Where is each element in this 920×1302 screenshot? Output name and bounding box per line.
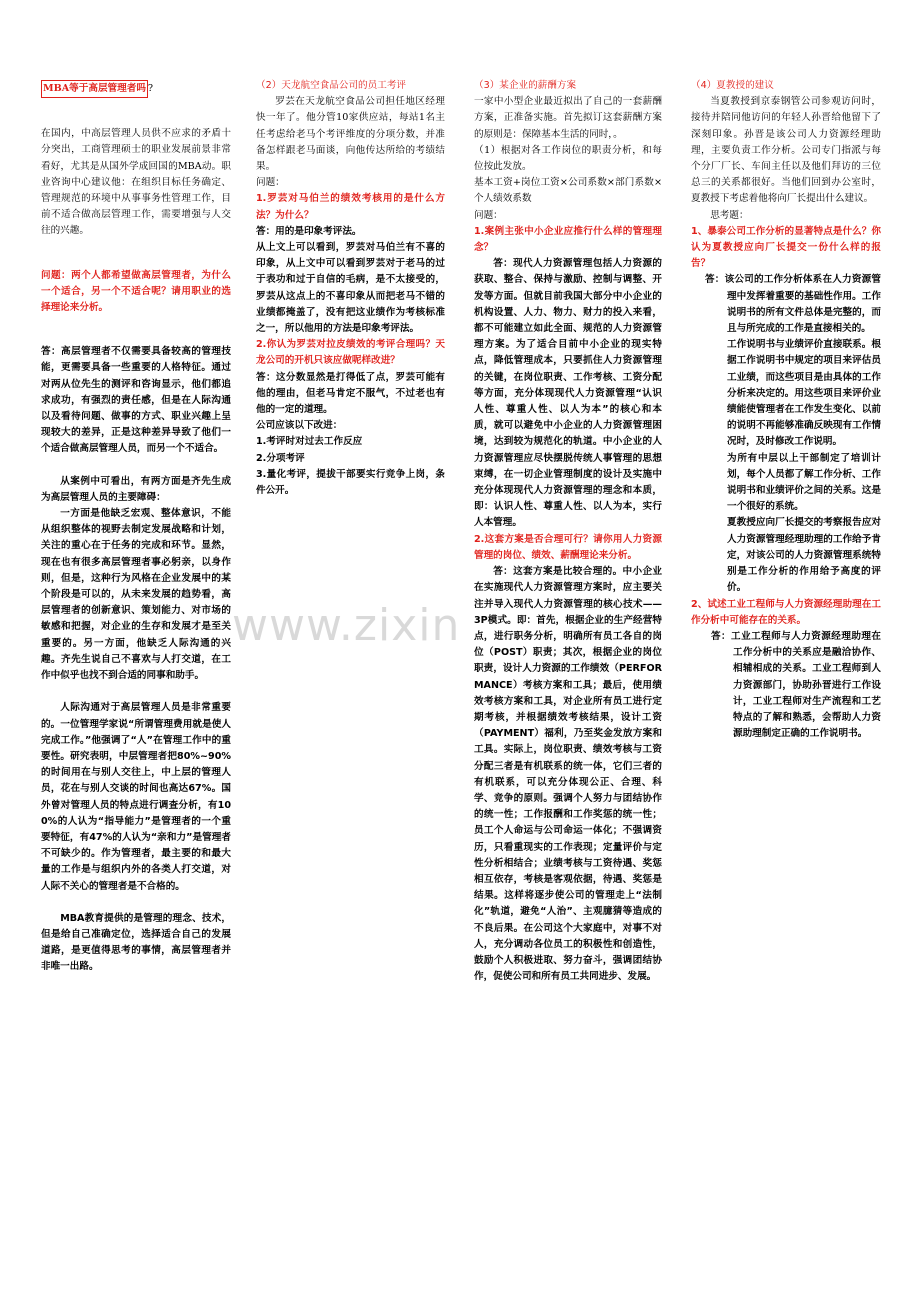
case-1-answer-p5: MBA教育提供的是管理的理念、技术，但是给自己准确定位，选择适合自己的发展道路，是更值得思考的事情，高层管理者并非唯一出路。	[41, 912, 231, 973]
case-3-formula: 基本工资+岗位工资×公司系数×部门系数×个人绩效系数	[474, 177, 662, 205]
case-2-question-2: 2.你认为罗芸对拉皮绩效的考评合理吗？天龙公司的开机只该应做呢样改进？	[256, 339, 445, 367]
case-4-title: （4）夏教授的建议	[691, 80, 774, 91]
case-2-title: （2）天龙航空食品公司的员工考评	[256, 80, 407, 91]
case-2-label: 问题：	[256, 177, 285, 189]
case-4-question-2: 2、试述工业工程师与人力资源经理助理在工作分析中可能存在的关系。	[691, 598, 881, 626]
case-2-answer-1-detail: 从上文上可以看到，罗芸对马伯兰有不喜的印象，从上文中可以看到罗芸对于老马的过于表功和过于自信的毛病，是不太接受的，罗芸从这点上的不喜印象从而把老马不错的业绩都掩盖了，没有把这业绩作为考核标准之一，所以他用的方法是印象考评法。	[256, 242, 445, 335]
case-3-question-2: 2.这套方案是否合理可行？请你用人力资源管理的岗位、绩效、薪酬理论来分析。	[474, 533, 662, 561]
case-4-label: 思考题：	[710, 209, 749, 221]
case-2-intro: 罗芸在天龙航空食品公司担任地区经理快一年了。他分管10家供应站，每站1名主任考虑给老马个考评维度的分项分数，并准备怎样跟老马面谈，向他传达所给的考绩结果。	[256, 96, 445, 173]
case-4-answer-1-p2: 工作说明书与业绩评价直接联系。根据工作说明书中规定的项目来评估员工业绩，而这些项目是由具体的工作分析来决定的。用这些项目来评价业绩能使管理者在工作发生变化、以前的说明不再能够准确反映现有工作情况时，及时修改工作说明。	[727, 339, 881, 448]
column-1	[41, 78, 231, 976]
case-2-improve-item-3: 3.量化考评，提拔干部要实行竞争上岗，条件公开。	[256, 468, 445, 497]
case-3-intro-2: （1）根据对各工作岗位的职责分析，和每位按此发放。	[474, 144, 662, 173]
case-3-answer-1: 答：现代人力资源管理包括人力资源的获取、整合、保持与激励、控制与调整、开发等方面。但就目前我国大部分中小企业的机构设置、人力、物力、财力的投入来看，都不可能建立如此全面、规范的人力资源管理方案。为了适合目前中小企业的现实特点，降低管理成本，只要抓住人力资源管理的关键，在岗位职责、工作考核、工资分配等方面，充分体现现代人力资源管理“认识人性、尊重人性、以人为本”的核心和本质，就可以避免中小企业的人力资源管理困境，达到较为规范化的轨道。中小企业的人力资源管理应尽快摆脱传统人事管理的思想束缚，在一切企业管理制度的设计及实施中充分体现现代人力资源管理的理念和本质，即：认识人性、尊重人性、以人为本，实行人本管理。	[474, 258, 662, 529]
case-2-improve-label: 公司应该以下改进：	[256, 420, 343, 432]
case-4-question-1: 1、暴泰公司工作分析的显著特点是什么？你认为夏教授应向厂长提交一份什么样的报告？	[691, 225, 881, 270]
case-4-intro: 当夏教授到京泰钢管公司参观访问时，接待并陪同他访问的年轻人孙晋给他留下了深刻印象。孙晋是该公司人力资源经理助理，主要负责工作分析。公司专门指派与每个分厂厂长、车间主任以及他们拜访的三位总三的关系都很好。当他们回到办公室时，夏教授下考虑着他将向厂长提出什么建议。	[691, 96, 881, 205]
case-4-answer-1: 答：该公司的工作分析体系在人力资源管理中发挥着重要的基础性作用。工作说明书的所有文件总体是完整的，而且与所完成的工作是直接相关的。	[705, 274, 881, 335]
case-3-label: 问题：	[474, 209, 503, 221]
case-2-improve-item-1: 1.考评时对过去工作反应	[256, 436, 363, 448]
case-2-question-1: 1.罗芸对马伯兰的绩效考核用的是什么方法？为什么？	[256, 193, 445, 221]
case-1-title-mark: ?	[147, 83, 154, 94]
column-2	[256, 78, 445, 499]
column-3	[474, 78, 662, 985]
case-1-answer-p3: 一方面是他缺乏宏观、整体意识，不能从组织整体的视野去制定发展战略和计划，关注的重心在于任务的完成和环节。显然，现在也有很多高层管理者事必躬亲，以身作则，但是，这种行为风格在企业发展中的某个阶段是可以的，从未来发展的趋势看，高层管理者的创新意识、策划能力、对市场的敏感和把握，对企业的生存和发展才是至关重要的。另一方面，他缺乏人际沟通的兴趣。齐先生说自己不喜欢与人打交道，在工作中似乎也找不到合适的同事和助手。	[41, 508, 231, 682]
case-1-answer-p4: 人际沟通对于高层管理人员是非常重要的。一位管理学家说“所谓管理费用就是使人完成工作。”他强调了“人”在管理工作中的重要性。研究表明，中层管理者把80%~90%的时间用在与别人交往上，中上层的管理人员，花在与别人交谈的时间也高达67%。国外曾对管理人员的特点进行调查分析，有100%的人认为“指导能力”是管理者的一个重要特征，有47%的人认为“亲和力”是管理者不可缺少的。作为管理者，最主要的和最大量的工作是与组织内外的各类人打交道，对人际不关心的管理者是不合格的。	[41, 702, 231, 892]
case-4-answer-1-p4: 夏教授应向厂长提交的考察报告应对人力资源管理经理助理的工作给予肯定，对该公司的人力资源管理系统特别是工作分析的作用给予高度的评价。	[727, 517, 881, 594]
case-1-intro: 在国内，中高层管理人员供不应求的矛盾十分突出，工商管理硕士的职业发展前景非常看好，尤其是从国外学成回国的MBA动。职业咨询中心建议他：在组织目标任务确定、管理规范的环境中从事事务性管理工作，目前不适合做高层管理工作，需要增强与人交往的兴趣。	[41, 128, 231, 237]
case-3-intro: 一家中小型企业最近拟出了自己的一套薪酬方案，正准备实施。首先拟订这套薪酬方案的原则是：保障基本生活的同时，。	[474, 96, 662, 140]
case-1-answer-p2: 从案例中可看出，有两方面是齐先生成为高层管理人员的主要障碍：	[41, 475, 231, 503]
case-3-answer-2: 答：这套方案是比较合理的。中小企业在实施现代人力资源管理方案时，应主要关注并导入现代人力资源管理的核心技术——3P模式。即：首先，根据企业的生产经营特点，进行职务分析，明确所有员工各自的岗位（POST）职责；其次，根据企业的岗位职责，设计人力资源的工作绩效（PERFORMANCE）考核方案和工具；最后，使用绩效考核方案和工具，对企业所有员工进行定期考核，并根据绩效考核结果，设计工资（PAYMENT）福利，乃至奖金发放方案和工具。实际上，岗位职责、绩效考核与工资分配三者是有机联系的统一体，它们三者的有机联系，可以充分体现公正、合理、科学、竞争的原则。强调个人努力与团结协作的统一性；工作报酬和工作奖惩的统一性；员工个人命运与公司命运一体化；不强调资历，只看重现实的工作表现；定量评价与定性分析相结合；业绩考核与工资待遇、奖惩相互依存，考核是客观依据，待遇、奖惩是结果。这样将逐步使公司的管理走上“法制化”轨道，避免“人治”、主观臆猜等造成的不良后果。在公司这个大家庭中，对事不对人，充分调动各位员工的积极性和创造性，鼓励个人积极进取、努力奋斗，强调团结协作，促使公司和所有员工共同进步、发展。	[474, 566, 662, 983]
case-1-heading	[41, 80, 231, 98]
case-3-question-1: 1.案例主张中小企业应推行什么样的管理理念？	[474, 225, 662, 254]
case-4-answer-1-p3: 为所有中层以上干部制定了培训计划，每个人员都了解工作分析、工作说明书和业绩评价之间的关系。这是一个很好的系统。	[727, 452, 881, 513]
case-1-answer-p1: 答：高层管理者不仅需要具备较高的管理技能，更需要具备一些重要的人格特征。通过对两从位先生的测评和咨询显示，他们都追求成功，有强烈的责任感，但是在人际沟通以及看待问题、做事的方式、职业兴趣上呈现较大的差异，正是这种差异导致了他们一个适合做高层管理人员，而另一个不适合。	[41, 346, 231, 455]
case-3-title: （3）某企业的薪酬方案	[474, 80, 577, 91]
case-2-improve-item-2: 2.分项考评	[256, 452, 305, 464]
case-4-answer-2: 答：工业工程师与人力资源经理助理在工作分析中的关系应是融洽协作、相辅相成的关系。工业工程师到人力资源部门，协助孙晋进行工作设计，工业工程师对生产流程和工艺特点的了解和熟悉，会帮助人力资源助理制定正确的工作说明书。	[711, 630, 881, 740]
watermark: www.zixin	[232, 600, 461, 651]
case-1-question: 问题：两个人都希望做高层管理者，为什么一个适合，另一个不适合呢？请用职业的选择理论来分析。	[41, 269, 231, 314]
column-4	[691, 78, 881, 742]
case-2-answer-2: 答：这分数显然是打得低了点，罗芸可能有他的理由，但老马肯定不服气，不过老也有他的一定的道理。	[256, 371, 445, 416]
case-2-answer-1: 答：用的是印象考评法。	[256, 225, 362, 237]
case-1-title: MBA等于高层管理者吗	[41, 80, 148, 98]
